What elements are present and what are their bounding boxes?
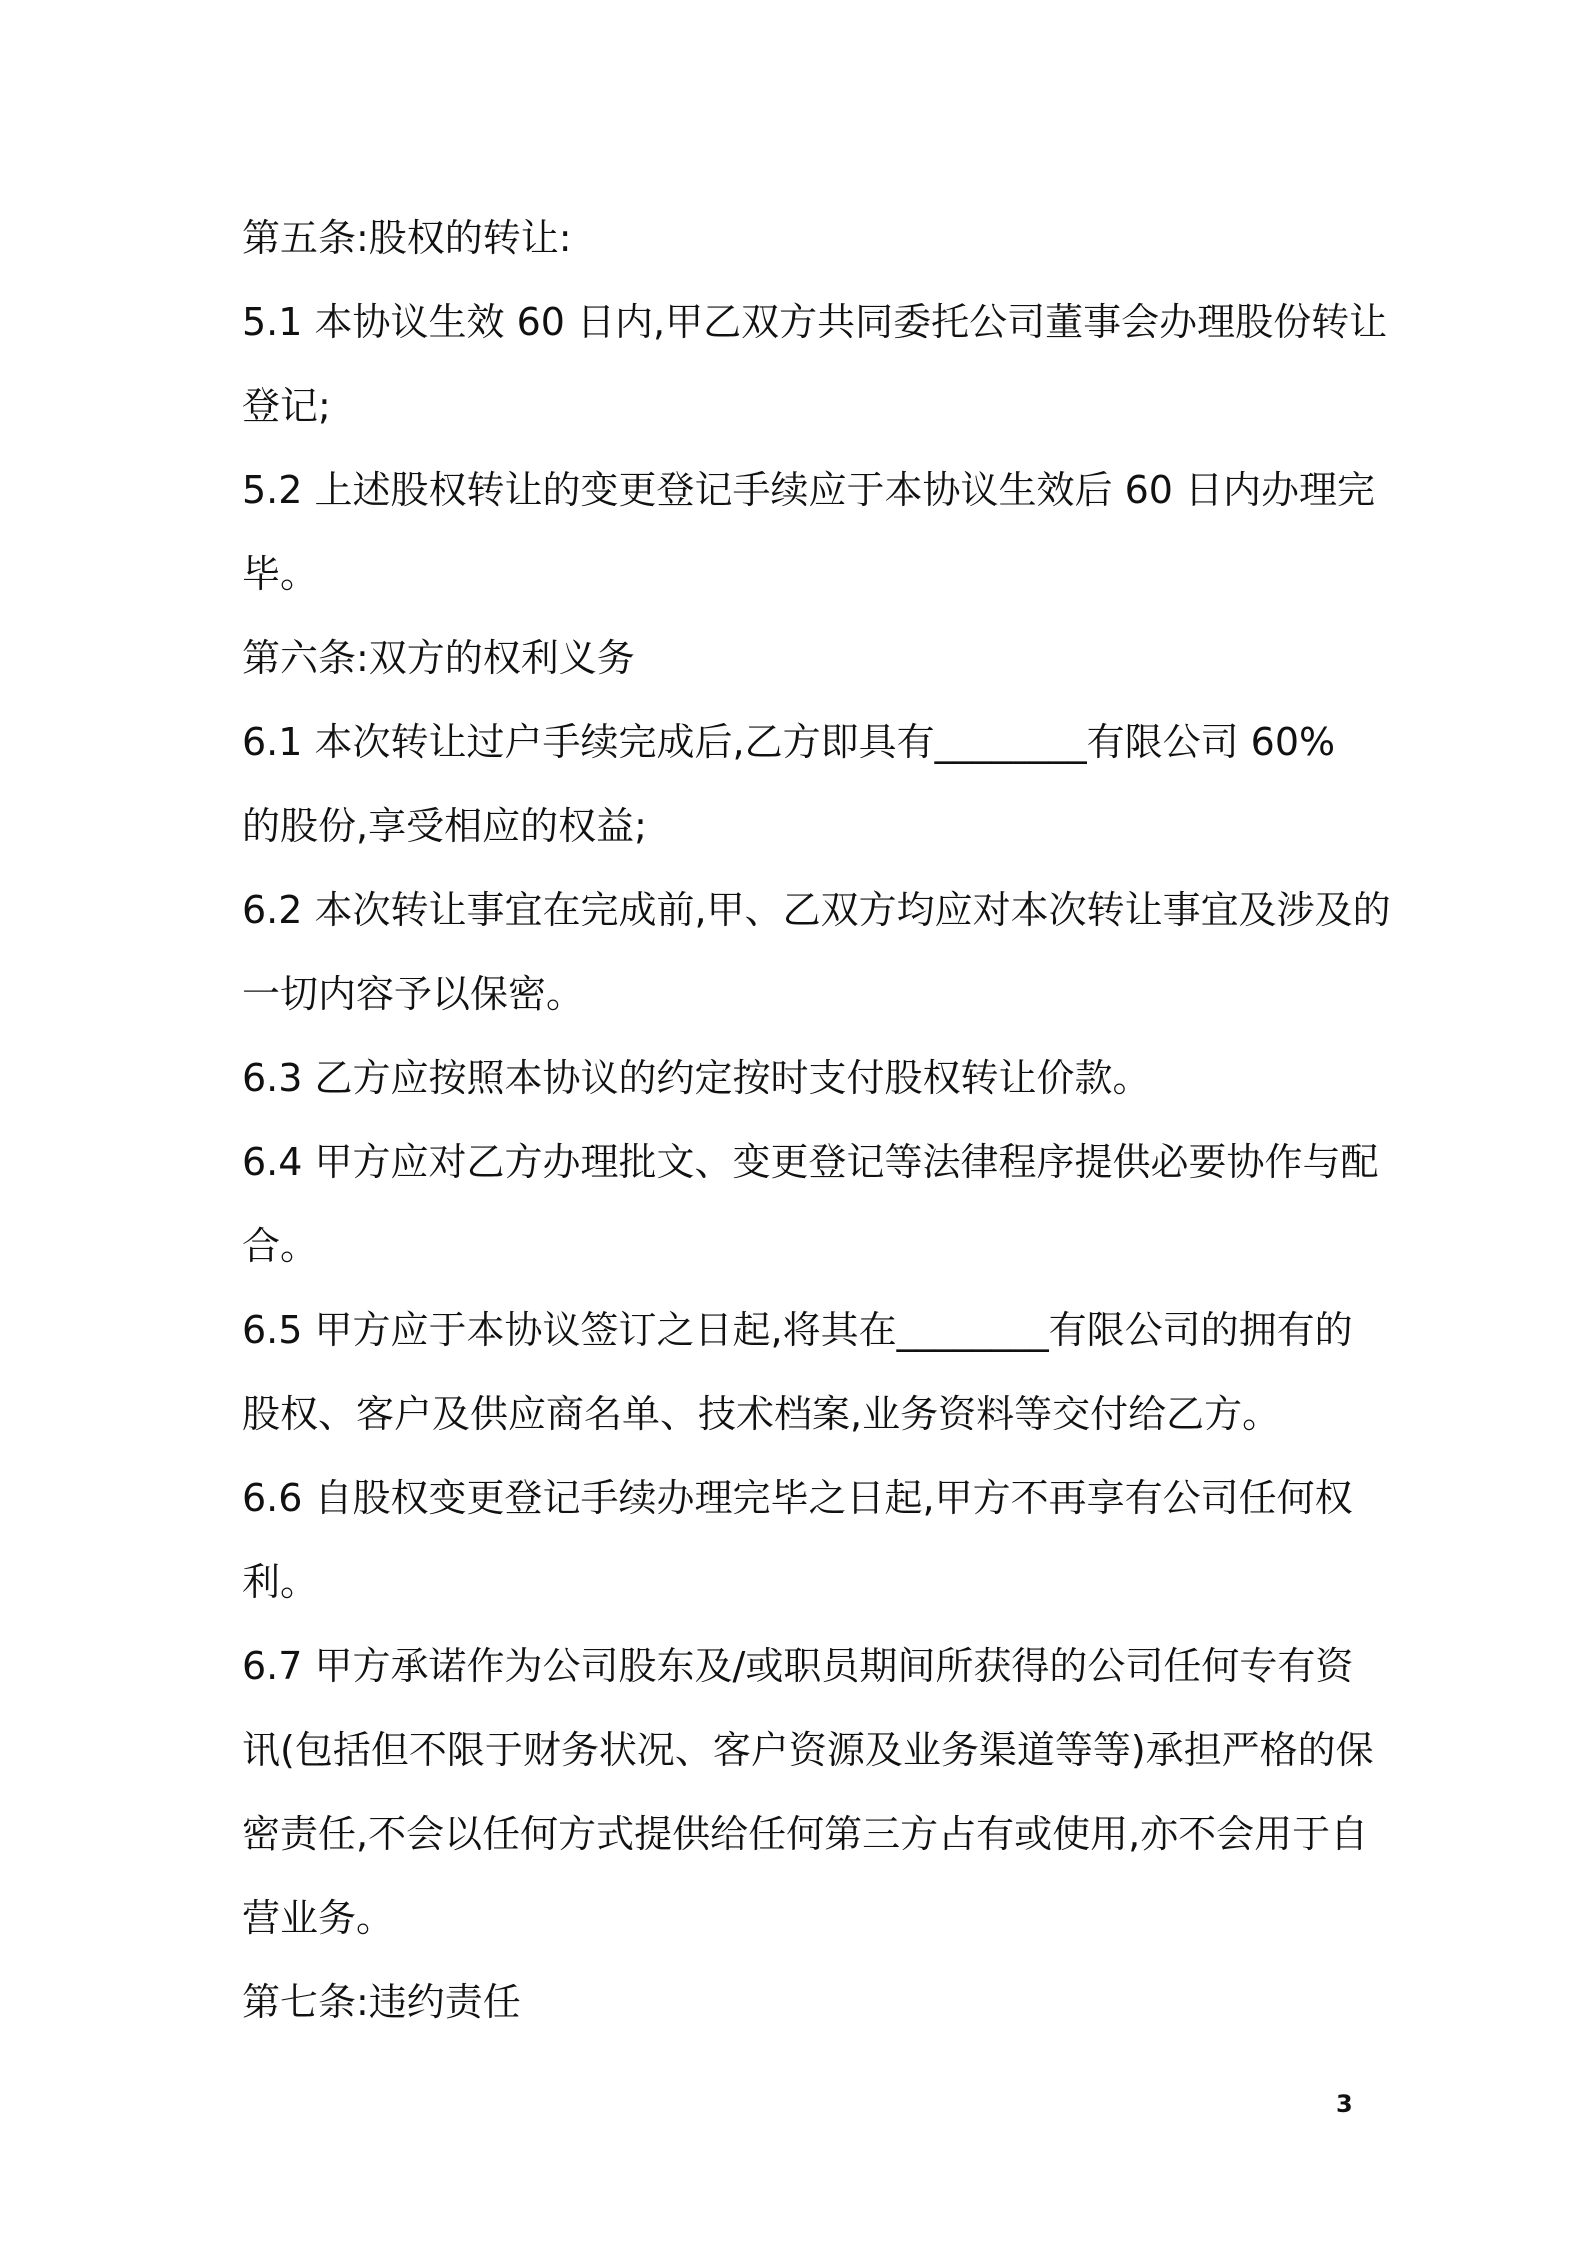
clause-5-1-line-1: 5.1 本协议生效 60 日内,甲乙双方共同委托公司董事会办理股份转让	[242, 300, 1388, 344]
document-body	[242, 196, 1391, 2044]
article-7-heading: 第七条:违约责任	[242, 1980, 521, 2024]
clause-6-2-line-2: 一切内容予以保密。	[242, 972, 585, 1016]
clause-6-2-line-1: 6.2 本次转让事宜在完成前,甲、乙双方均应对本次转让事宜及涉及的	[242, 888, 1391, 932]
clause-6-7-line-3: 密责任,不会以任何方式提供给任何第三方占有或使用,亦不会用于自	[242, 1812, 1369, 1856]
clause-6-1-line-2: 的股份,享受相应的权益;	[242, 804, 647, 848]
clause-6-7-line-1: 6.7 甲方承诺作为公司股东及/或职员期间所获得的公司任何专有资	[242, 1644, 1354, 1688]
clause-5-2-line-1: 5.2 上述股权转让的变更登记手续应于本协议生效后 60 日内办理完	[242, 468, 1376, 512]
article-5-heading: 第五条:股权的转让:	[242, 216, 572, 260]
clause-6-5-line-2: 股权、客户及供应商名单、技术档案,业务资料等交付给乙方。	[242, 1392, 1281, 1436]
clause-6-6-line-1: 6.6 自股权变更登记手续办理完毕之日起,甲方不再享有公司任何权	[242, 1476, 1353, 1520]
clause-6-4-line-2: 合。	[242, 1224, 319, 1268]
clause-6-1-line-1: 6.1 本次转让过户手续完成后,乙方即具有________有限公司 60%	[242, 720, 1336, 764]
clause-6-5-line-1: 6.5 甲方应于本协议签订之日起,将其在________有限公司的拥有的	[242, 1308, 1353, 1352]
clause-5-2-line-2: 毕。	[242, 552, 319, 596]
clause-6-6-line-2: 利。	[242, 1560, 319, 1604]
clause-6-4-line-1: 6.4 甲方应对乙方办理批文、变更登记等法律程序提供必要协作与配	[242, 1140, 1379, 1184]
clause-6-7-line-2: 讯(包括但不限于财务状况、客户资源及业务渠道等等)承担严格的保	[242, 1728, 1374, 1772]
clause-6-3-line-1: 6.3 乙方应按照本协议的约定按时支付股权转让价款。	[242, 1056, 1151, 1100]
article-6-heading: 第六条:双方的权利义务	[242, 636, 635, 680]
clause-5-1-line-2: 登记;	[242, 384, 331, 428]
clause-6-7-line-4: 营业务。	[242, 1896, 395, 1940]
page-number: 3	[1336, 2090, 1353, 2118]
